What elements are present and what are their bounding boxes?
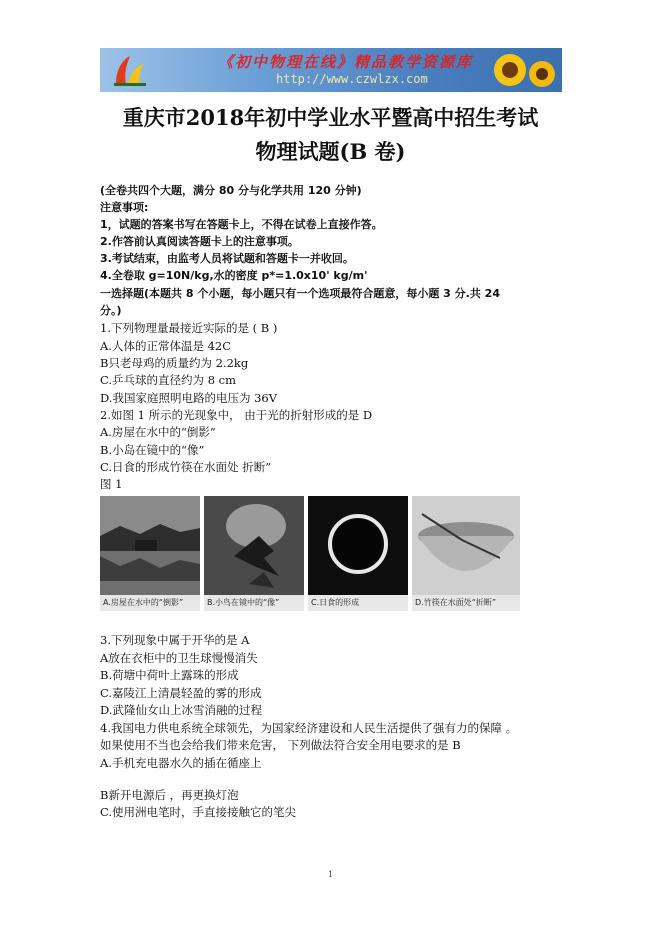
notice-item: 3.考试结束，由监考人员将试题和答题卡一并收回。	[100, 252, 354, 265]
option: C.使用洲电笔时，手直接接触它的笔尖	[100, 805, 297, 819]
caption-b: B.小鸟在镜中的“像”	[204, 595, 304, 611]
question-4: 4.我国电力供电系统全球领先，为国家经济建设和人民生活提供了强有力的保障 。	[100, 721, 518, 735]
header-banner	[100, 48, 562, 92]
sunflower-icon	[488, 48, 558, 92]
option: C.乒乓球的直径约为 8 cm	[100, 373, 237, 387]
doc-title: 重庆市2018年初中学业水平暨高中招生考试	[122, 105, 539, 130]
page-number: 1	[327, 870, 334, 879]
option: D.武隆仙女山上冰雪消融的过程	[100, 703, 262, 717]
option: A.手机充电器水久的插在循座上	[100, 756, 262, 770]
option: D.我国家庭照明电路的电压为 36V	[100, 391, 278, 405]
notice-item: 1，试题的答案书写在答题卡上，不得在试卷上直接作答。	[100, 218, 383, 231]
photo-bird-mirror	[204, 496, 304, 611]
question-4-cont: 如果使用不当也会给我们带来危害， 下列做法符合安全用电要求的是 B	[100, 738, 461, 752]
notice-item: 4.全卷取 g=10N/kg,水的密度 p*=1.0x10' kg/m'	[100, 269, 368, 282]
banner-url: http://www.czwlzx.com	[276, 72, 428, 86]
site-logo-icon	[110, 52, 150, 88]
option: C.嘉陵江上清晨轻盈的雾的形成	[100, 686, 262, 700]
notice-heading: 注意事项:	[100, 201, 149, 214]
option: A.房屋在水中的“倒影”	[100, 425, 216, 439]
option: B只老母鸡的质量约为 2.2kg	[100, 356, 249, 370]
section-heading: 一选择题(本题共 8 个小题，每小题只有一个选项最符合题意，每小题 3 分.共 24	[100, 287, 500, 300]
doc-subtitle: 物理试题(B 卷)	[255, 139, 406, 164]
option: B.小岛在镜中的“像”	[100, 443, 205, 457]
caption-d: D.竹筷在水面处“折断”	[412, 595, 520, 611]
banner-title: 《初中物理在线》精品教学资源库	[218, 53, 474, 71]
question-2: 2.如图 1 所示的光现象中， 由于光的折射形成的是 D	[100, 408, 373, 422]
figure-1	[100, 496, 520, 611]
photo-solar-eclipse	[308, 496, 408, 611]
notice-item: 2.作答前认真阅读答题卡上的注意事项。	[100, 235, 299, 248]
question-1: 1.下列物理量最接近实际的是 ( B )	[100, 321, 278, 335]
photo-house-reflection	[100, 496, 200, 611]
option: C.日食的形成竹筷在水面处 折断”	[100, 460, 272, 474]
caption-c: C.日食的形成	[308, 595, 408, 611]
exam-info: (全卷共四个大题，满分 80 分与化学共用 120 分钟)	[100, 184, 362, 197]
option: B新开电源后 ，再更换灯泡	[100, 788, 239, 802]
photo-chopsticks-water	[412, 496, 520, 611]
option: A.人体的正常体温是 42C	[100, 339, 232, 353]
figure-label: 图 1	[100, 477, 123, 491]
question-3: 3.下列现象中属于开华的是 A	[100, 633, 250, 647]
option: A放在衣柜中的卫生球慢慢消失	[100, 651, 258, 665]
section-heading-cont: 分。)	[100, 304, 122, 317]
caption-a: A.房屋在水中的“倒影”	[100, 595, 200, 611]
option: B.荷塘中荷叶上露珠的形成	[100, 668, 239, 682]
